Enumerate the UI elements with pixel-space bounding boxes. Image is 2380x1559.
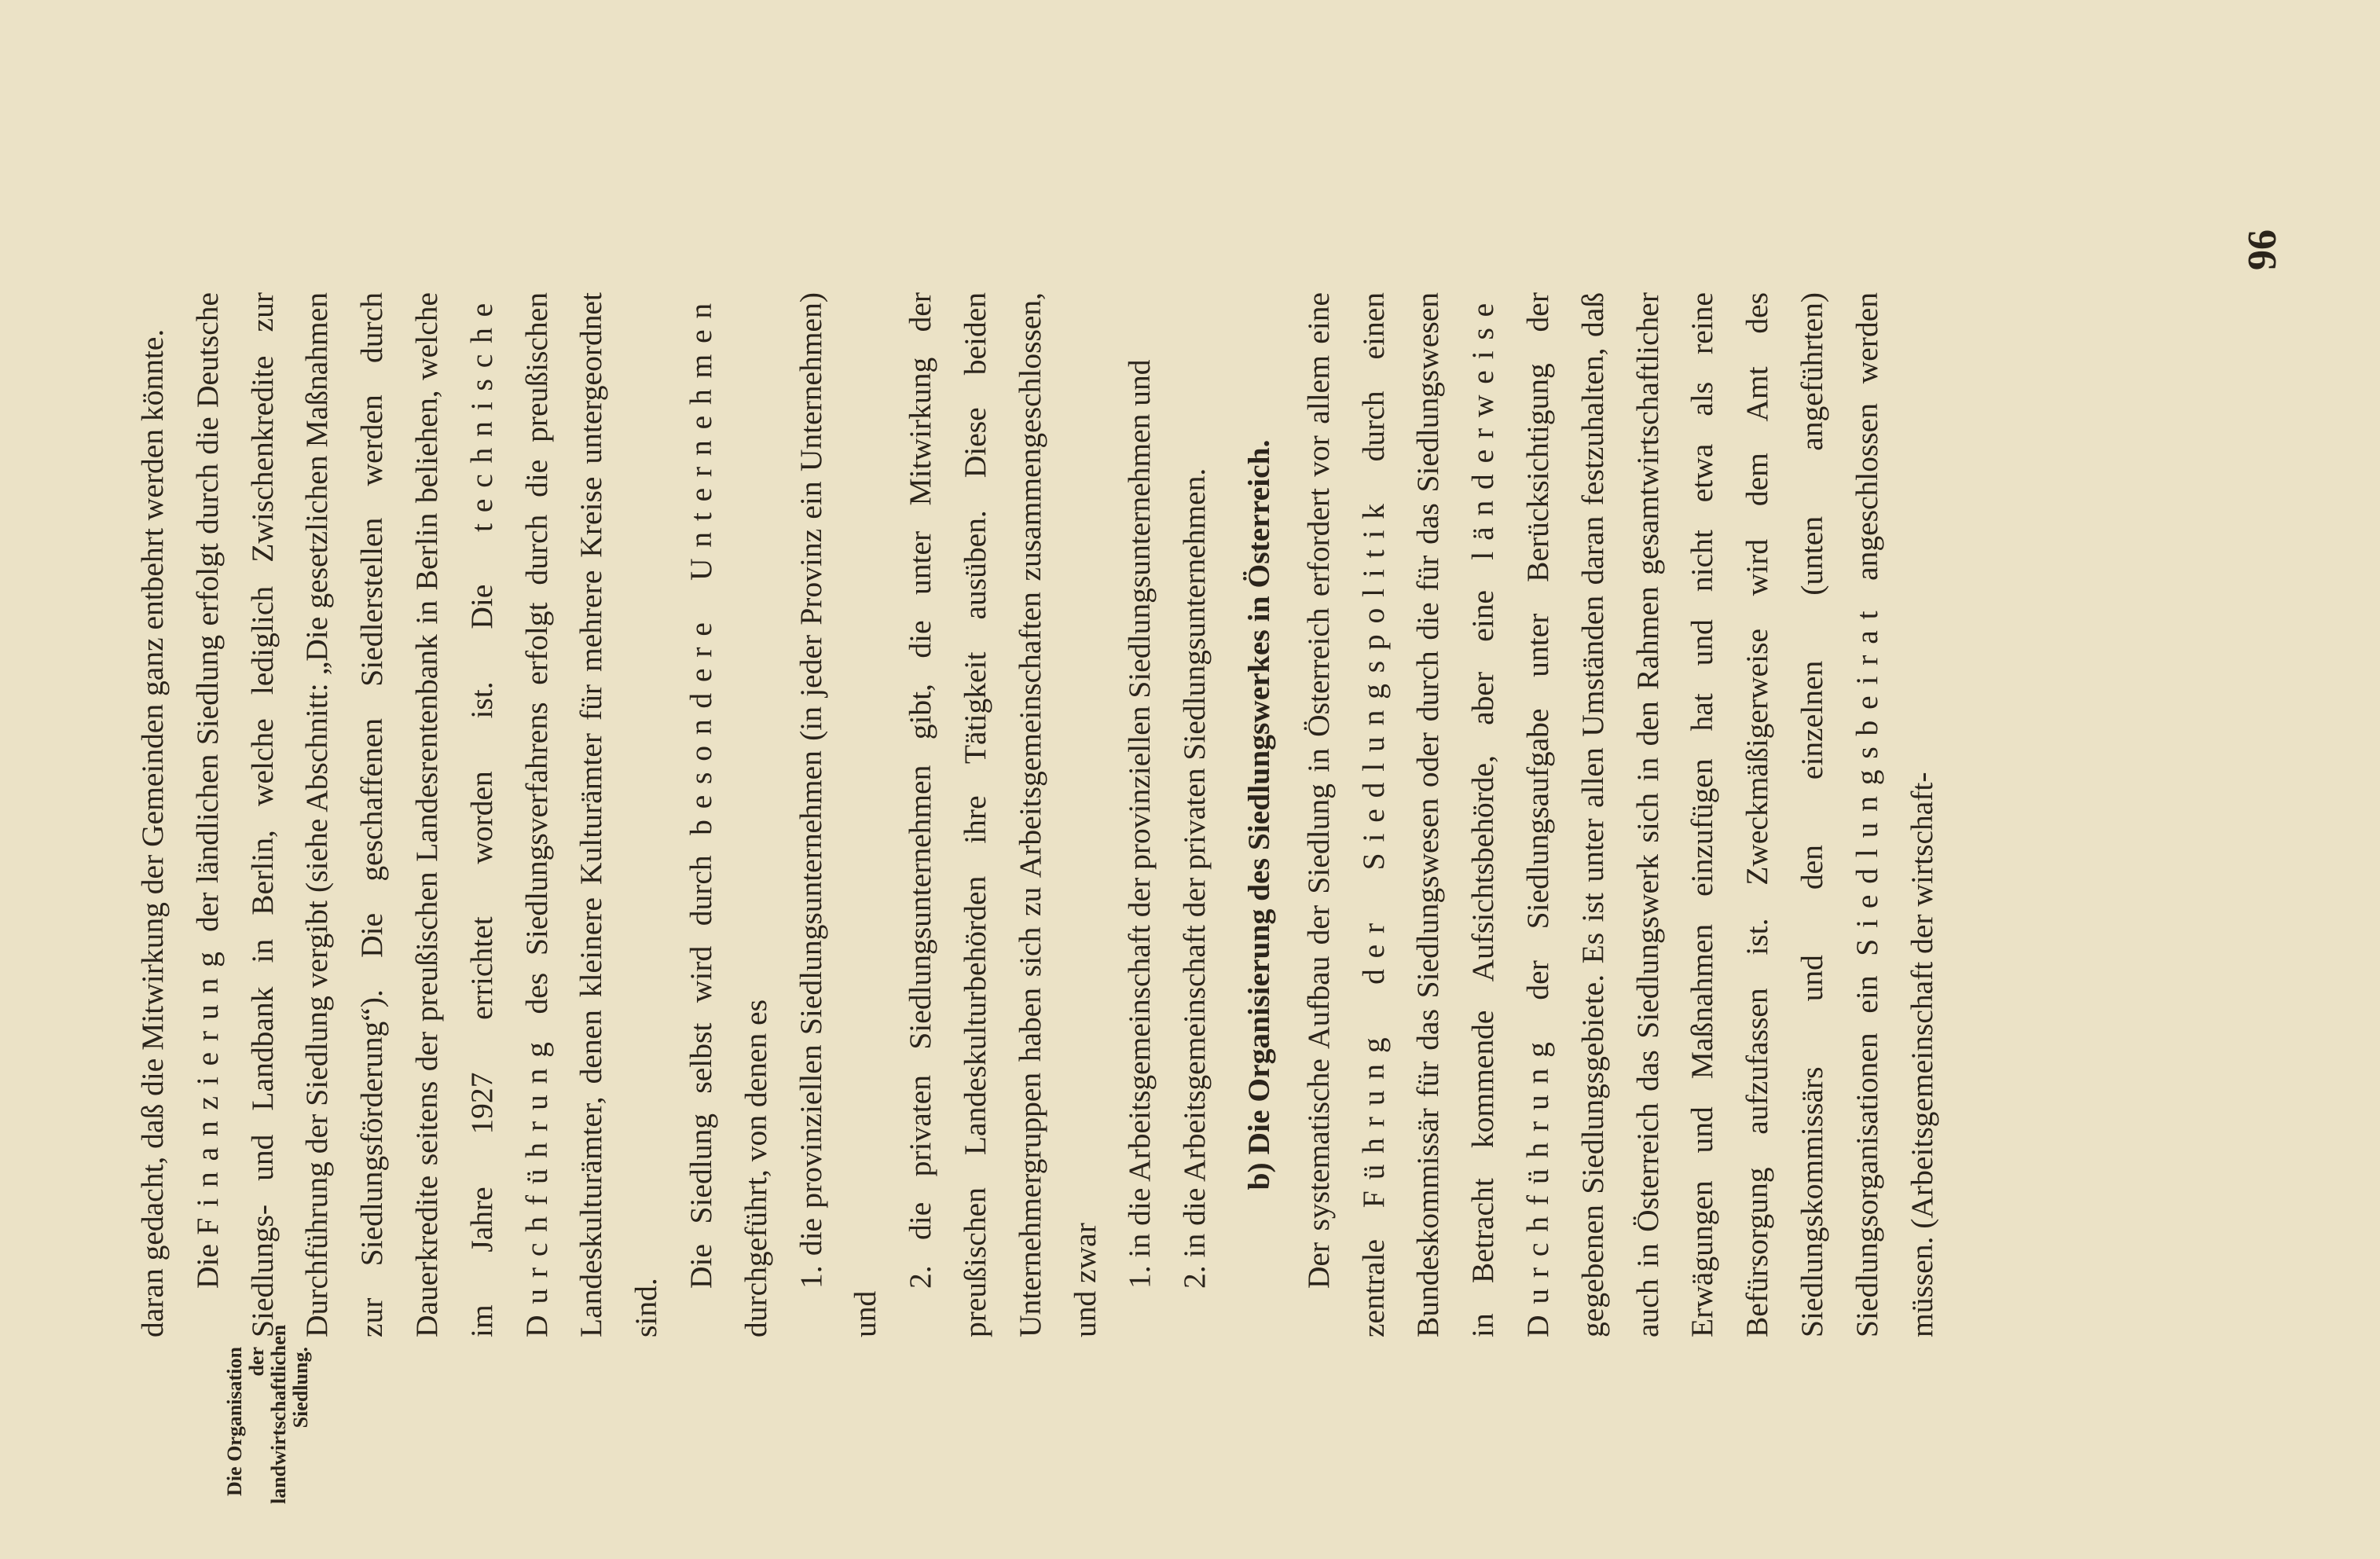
text-run: durch einen Bundeskommissär für das Siedlungswesen oder durch die für das Siedlungswesen in Betracht kommende Aufsichtsbehörde, aber eine [1355, 292, 1501, 1337]
body-text [126, 292, 1949, 1337]
text-run: 2. die privaten Siedlungsunternehmen gibt, die unter Mitwirkung der preußischen Landeskulturbehörden ihre Tätigkeit ausüben. Diese beiden Unternehmergruppen haben sich zu Arbeitsgemeinschaften zusammengeschlossen, und zwar [903, 292, 1102, 1337]
paragraph [126, 292, 181, 1337]
margin-note: Die Organisation der landwirtschaftlichen Siedlung. [223, 1324, 312, 1504]
spaced-emphasis: Finanzierung [189, 941, 225, 1235]
spaced-emphasis: Siedlungsbeirat [1849, 600, 1884, 956]
text-run: durchgeführt, von denen es [738, 1000, 773, 1337]
paragraph [1113, 292, 1168, 1337]
text-run: der Siedlungsaufgabe unter Berücksichtigung der gegebenen Siedlungsgebiete. Es ist unter allen Umständen daran festzuhalten, daß auch in Österreich das Siedlungswerk sich in den Rahmen gesamtwirtschaftlicher Erwägungen und Maßnahmen einzufügen hat und nicht etwa als reine Befürsorgung aufzufassen ist. Zweckmäßigerweise wird dem Amt des Siedlungskommissärs und den einzelnen (unten angeführten) Siedlungsorganisationen ein [1520, 292, 1884, 1337]
text-run: angeschlossen werden müssen. (Arbeitsgemeinschaft der wirtschaft- [1849, 292, 1939, 1337]
text-run: 1. in die Arbeitsgemeinschaft der provinziellen Siedlungsunternehmen und [1122, 359, 1157, 1289]
text-run: 2. in die Arbeitsgemeinschaft der privaten Siedlungsunternehmen. [1177, 468, 1212, 1289]
paragraph [674, 292, 784, 1337]
paragraph [181, 292, 674, 1337]
spaced-emphasis: länderweise Durchführung [1465, 292, 1555, 1337]
text-run: b) Die Organisierung des Siedlungswerkes in Österreich. [1241, 439, 1276, 1190]
text-run: der ländlichen Siedlung erfolgt durch die Deutsche Siedlungs- und Landbank in Berlin, welche lediglich Zwischenkredite zur Durchführung der Siedlung vergibt (siehe Abschnitt: „Die gesetzlichen Maßnahmen zur Siedlungsförderung“). Die geschaffenen Siedlerstellen werden durch Dauerkredite seitens der preußischen Landesrentenbank in Berlin beliehen, welche im Jahre 1927 errichtet worden ist. Die [189, 292, 499, 1337]
page-number: 96 [2240, 229, 2285, 270]
text-run: Die [189, 1234, 225, 1289]
text-run: Die Siedlung selbst wird durch [683, 835, 718, 1289]
text-run: des Siedlungsverfahrens erfolgt durch die preußischen Landeskulturämter, denen kleinere Kulturämter für mehrere Kreise untergeordnet sind. [519, 292, 664, 1337]
text-run: 1. die provinziellen Siedlungsunternehmen (in jeder Provinz ein Unternehmen) und [793, 292, 883, 1337]
paragraph [893, 292, 1113, 1337]
text-run: daran gedacht, daß die Mitwirkung der Gemeinden ganz entbehrt werden könnte. [135, 328, 170, 1337]
spaced-emphasis: technische Durchführung [464, 292, 554, 1337]
spaced-emphasis: Führung der Siedlungspolitik [1355, 493, 1391, 1209]
paragraph [1168, 292, 1223, 1337]
spaced-emphasis: besondere Unternehmen [683, 292, 718, 835]
text-run: Der systematische Aufbau der Siedlung in Österreich erfordert vor allem eine zentrale [1300, 292, 1391, 1337]
paragraph [784, 292, 894, 1337]
section-heading [1232, 292, 1287, 1337]
paragraph [1292, 292, 1950, 1337]
